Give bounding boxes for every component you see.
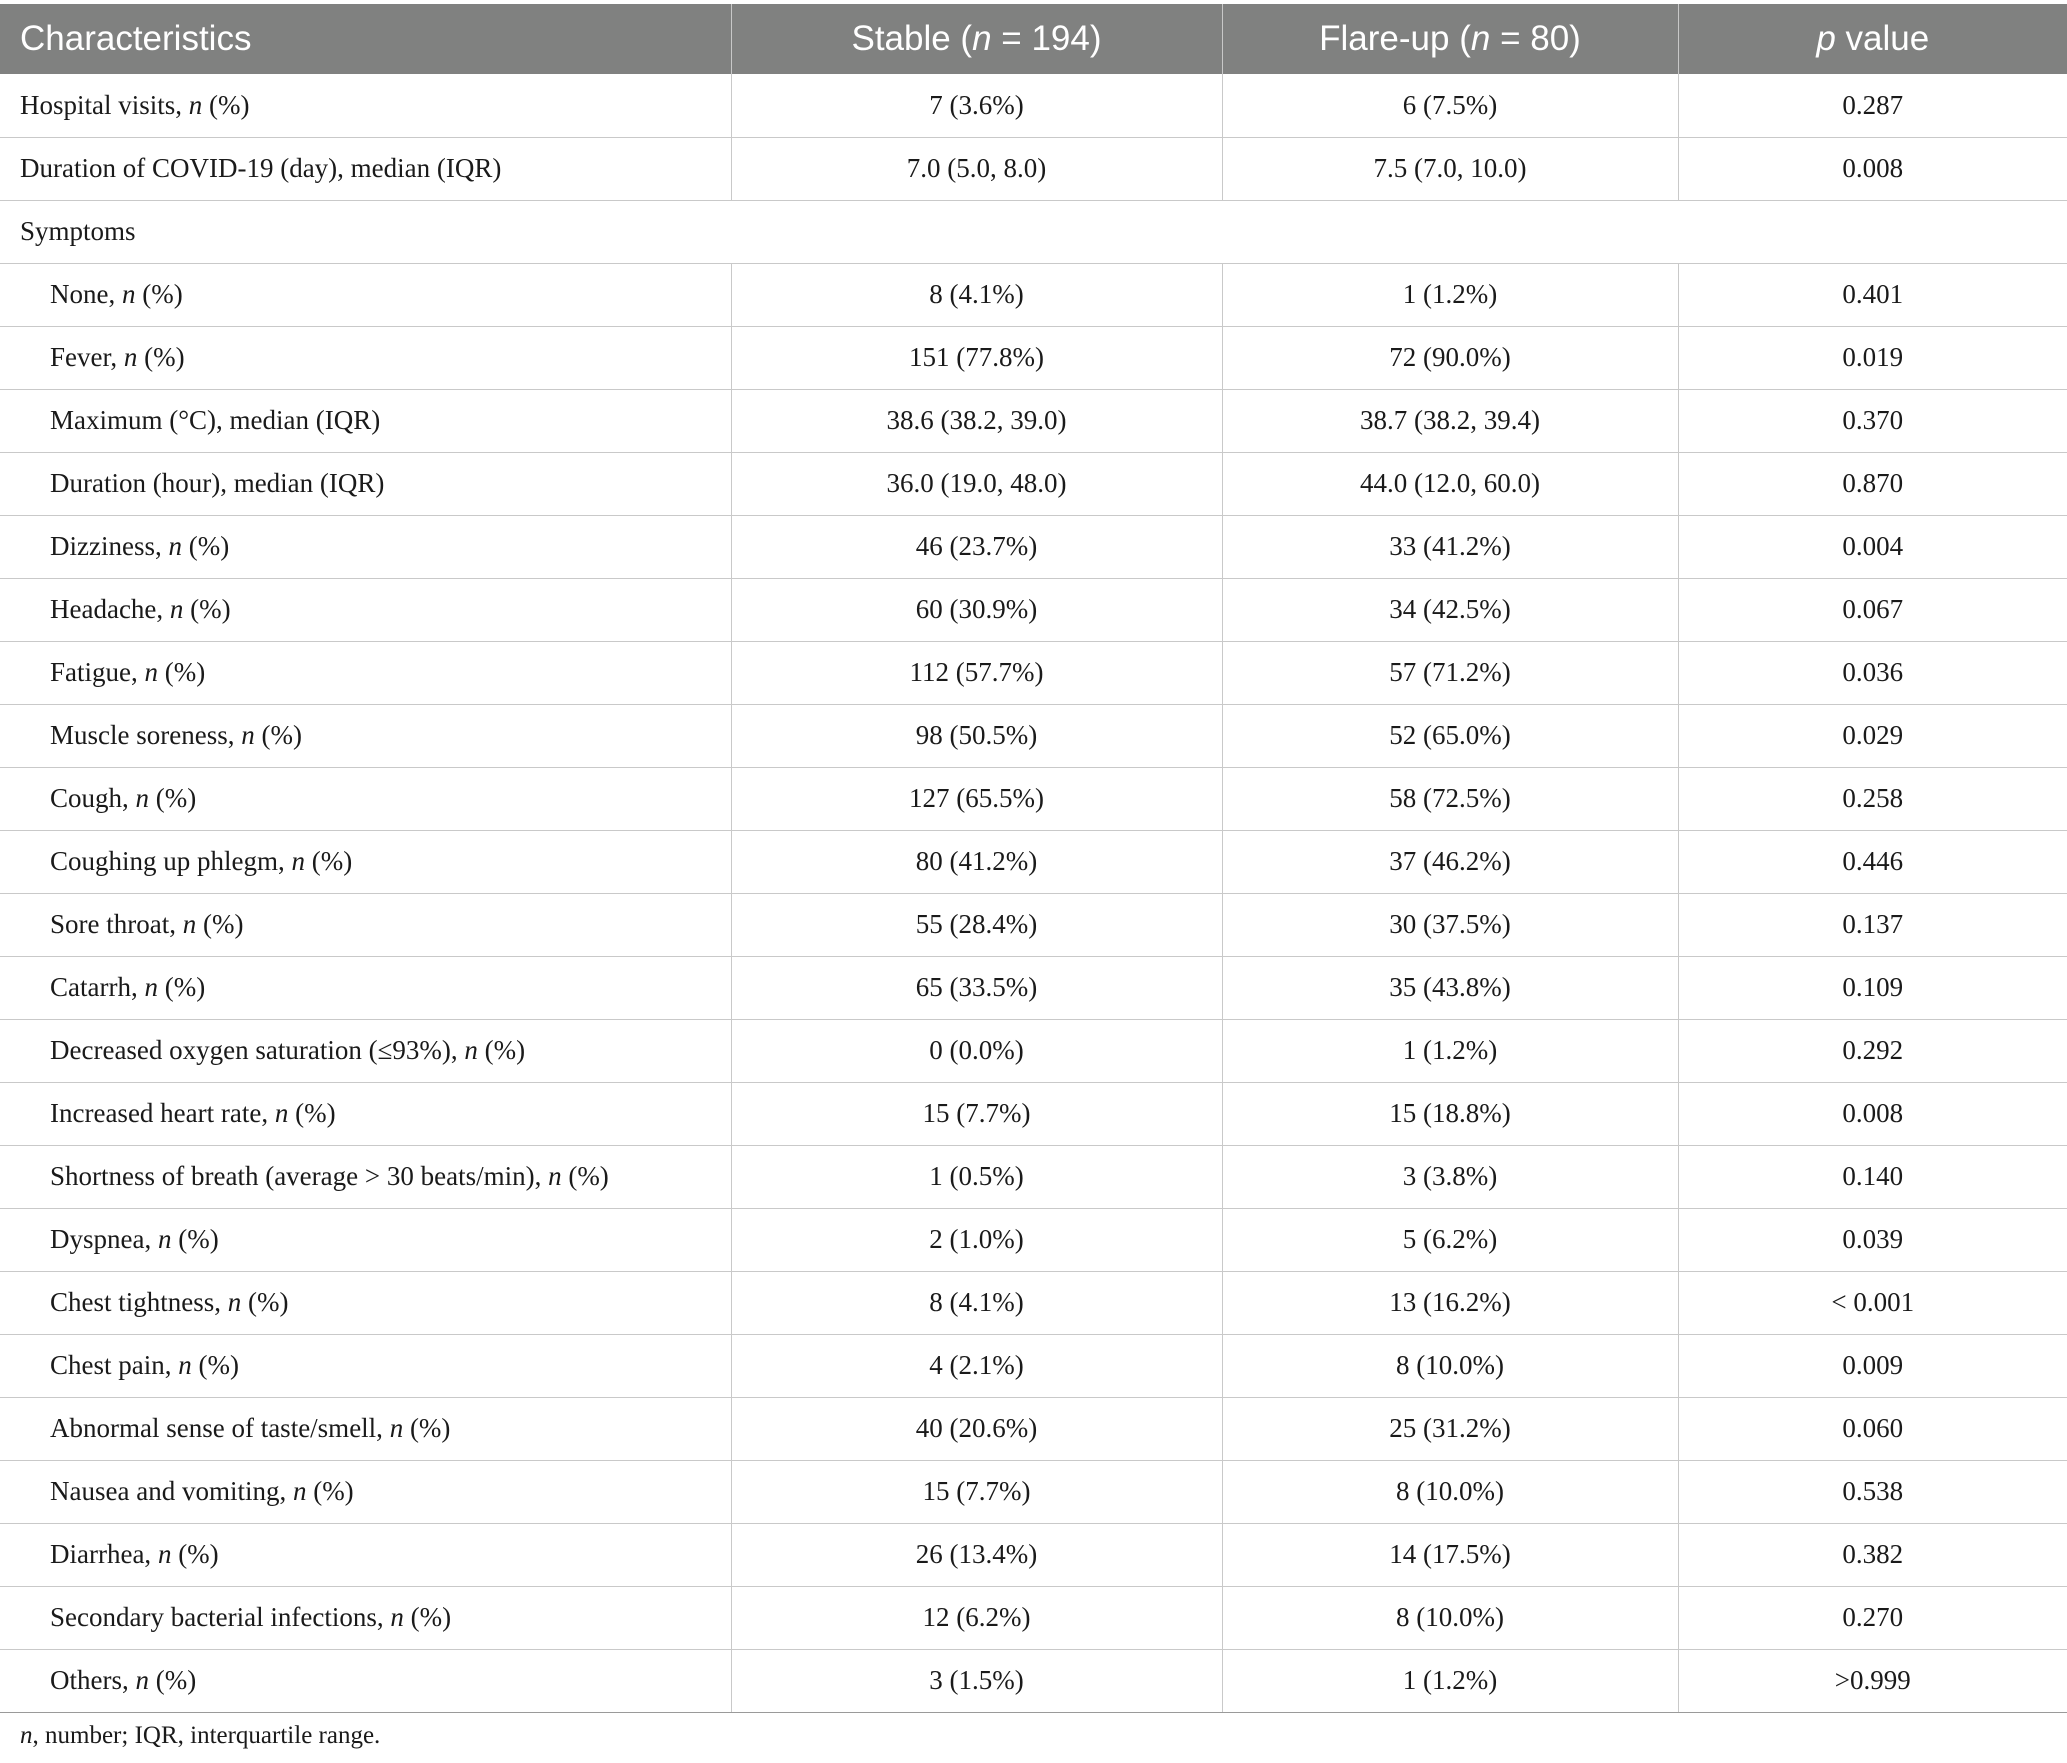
p-value: 0.446 <box>1678 830 2067 893</box>
flare-up-value: 8 (10.0%) <box>1222 1460 1678 1523</box>
table-row <box>0 452 2067 515</box>
flare-up-value: 5 (6.2%) <box>1222 1208 1678 1271</box>
row-label-tail: (%) <box>403 1413 451 1443</box>
table-row <box>0 956 2067 1019</box>
row-label-text: Shortness of breath (average > 30 beats/min), <box>50 1161 549 1191</box>
stable-value: 60 (30.9%) <box>731 578 1222 641</box>
stable-value: 3 (1.5%) <box>731 1649 1222 1712</box>
row-label-text: Maximum (°C), median (IQR) <box>50 405 381 435</box>
row-label-tail: (%) <box>157 972 206 1002</box>
flare-up-value: 1 (1.2%) <box>1222 263 1678 326</box>
flare-up-value: 8 (10.0%) <box>1222 1586 1678 1649</box>
table-row <box>0 326 2067 389</box>
stable-value: 12 (6.2%) <box>731 1586 1222 1649</box>
row-label-tail: (%) <box>477 1035 526 1065</box>
stable-value: 46 (23.7%) <box>731 515 1222 578</box>
flare-up-value: 44.0 (12.0, 60.0) <box>1222 452 1678 515</box>
stable-value: 40 (20.6%) <box>731 1397 1222 1460</box>
row-label-text: Cough, <box>50 783 136 813</box>
p-value: 0.538 <box>1678 1460 2067 1523</box>
stable-value: 151 (77.8%) <box>731 326 1222 389</box>
row-label-text: Diarrhea, <box>50 1539 158 1569</box>
row-label <box>0 1397 731 1460</box>
table-footnote <box>20 1722 380 1750</box>
row-label-tail: (%) <box>158 657 206 687</box>
p-value: 0.008 <box>1678 137 2067 200</box>
row-label-n: n <box>144 972 158 1002</box>
flare-up-value: 14 (17.5%) <box>1222 1523 1678 1586</box>
row-label-n: n <box>135 783 150 813</box>
row-label-text: Chest pain, <box>50 1350 179 1380</box>
header-flare-suffix: = 80) <box>1490 19 1581 58</box>
stable-value: 98 (50.5%) <box>731 704 1222 767</box>
row-label <box>0 830 731 893</box>
flare-up-value: 3 (3.8%) <box>1222 1145 1678 1208</box>
header-flare-prefix: Flare-up ( <box>1319 19 1471 58</box>
table-row <box>0 1019 2067 1082</box>
stable-value: 112 (57.7%) <box>731 641 1222 704</box>
flare-up-value: 58 (72.5%) <box>1222 767 1678 830</box>
stable-value: 1 (0.5%) <box>731 1145 1222 1208</box>
header-p-value <box>1678 4 2067 74</box>
header-flare-up <box>1222 4 1678 74</box>
row-label <box>0 1586 731 1649</box>
row-label-tail: (%) <box>254 720 302 750</box>
row-label-text: Headache, <box>50 594 170 624</box>
table-row <box>0 767 2067 830</box>
p-value: 0.004 <box>1678 515 2067 578</box>
stable-value: 38.6 (38.2, 39.0) <box>731 389 1222 452</box>
stable-value: 15 (7.7%) <box>731 1460 1222 1523</box>
flare-up-value: 7.5 (7.0, 10.0) <box>1222 137 1678 200</box>
stable-value: 15 (7.7%) <box>731 1082 1222 1145</box>
row-label-tail: (%) <box>202 89 250 120</box>
row-label <box>0 641 731 704</box>
row-label-n: n <box>157 1224 172 1254</box>
table-row <box>0 74 2067 137</box>
table-row <box>0 641 2067 704</box>
row-label-text: Duration (hour), median (IQR) <box>50 468 385 498</box>
table-row <box>0 578 2067 641</box>
flare-up-value: 72 (90.0%) <box>1222 326 1678 389</box>
row-label-text: Dizziness, <box>50 531 169 561</box>
row-label <box>0 893 731 956</box>
header-stable-n: n <box>972 19 992 58</box>
row-label <box>0 1271 731 1334</box>
row-label-tail: (%) <box>288 1098 336 1128</box>
row-label-n: n <box>227 1287 242 1317</box>
row-label <box>0 578 731 641</box>
row-label-text: Decreased oxygen saturation (≤93%), <box>50 1035 465 1065</box>
row-label-tail: (%) <box>149 783 197 813</box>
row-label-n: n <box>291 846 305 876</box>
row-label-n: n <box>157 1539 172 1569</box>
p-value: 0.870 <box>1678 452 2067 515</box>
table-row <box>0 1649 2067 1712</box>
header-p-suffix: value <box>1835 19 1930 58</box>
p-value: 0.008 <box>1678 1082 2067 1145</box>
row-label-text: Fatigue, <box>50 657 145 687</box>
table-header-row <box>0 4 2067 74</box>
stable-value: 65 (33.5%) <box>731 956 1222 1019</box>
row-label-tail: (%) <box>305 846 353 876</box>
stable-value: 36.0 (19.0, 48.0) <box>731 452 1222 515</box>
row-label-tail: (%) <box>148 1665 197 1695</box>
p-value: 0.060 <box>1678 1397 2067 1460</box>
row-label-n: n <box>188 89 203 120</box>
row-label <box>0 1523 731 1586</box>
row-label-tail: (%) <box>306 1476 354 1506</box>
row-label-tail: (%) <box>561 1161 609 1191</box>
row-label <box>0 1019 731 1082</box>
flare-up-value: 52 (65.0%) <box>1222 704 1678 767</box>
flare-up-value: 13 (16.2%) <box>1222 1271 1678 1334</box>
flare-up-value: 37 (46.2%) <box>1222 830 1678 893</box>
p-value: 0.292 <box>1678 1019 2067 1082</box>
p-value: 0.039 <box>1678 1208 2067 1271</box>
row-label <box>0 389 731 452</box>
stable-value: 7.0 (5.0, 8.0) <box>731 137 1222 200</box>
table-row <box>0 1586 2067 1649</box>
row-label-n: n <box>123 342 138 372</box>
header-stable-suffix: = 194) <box>991 19 1102 58</box>
row-label-tail: (%) <box>137 342 185 372</box>
table-row <box>0 200 2067 263</box>
table-row <box>0 704 2067 767</box>
table-row <box>0 1208 2067 1271</box>
stable-value: 0 (0.0%) <box>731 1019 1222 1082</box>
row-label-n: n <box>144 657 158 687</box>
row-label <box>0 956 731 1019</box>
p-value: 0.029 <box>1678 704 2067 767</box>
row-label-tail: (%) <box>241 1287 289 1317</box>
p-value: 0.258 <box>1678 767 2067 830</box>
row-label <box>0 1145 731 1208</box>
p-value: 0.036 <box>1678 641 2067 704</box>
row-label-text: Others, <box>50 1665 136 1695</box>
header-characteristics: Characteristics <box>0 4 731 74</box>
table-body <box>0 74 2067 1712</box>
row-label-text: Chest tightness, <box>50 1287 228 1317</box>
flare-up-value: 35 (43.8%) <box>1222 956 1678 1019</box>
p-value: 0.401 <box>1678 263 2067 326</box>
stable-value: 55 (28.4%) <box>731 893 1222 956</box>
row-label-tail: (%) <box>181 531 230 561</box>
row-label <box>0 704 731 767</box>
flare-up-value: 30 (37.5%) <box>1222 893 1678 956</box>
row-label-text: Dyspnea, <box>50 1224 158 1254</box>
table-row <box>0 830 2067 893</box>
row-label-text: None, <box>50 279 122 309</box>
stable-value: 7 (3.6%) <box>731 74 1222 137</box>
p-value: 0.019 <box>1678 326 2067 389</box>
table-row <box>0 893 2067 956</box>
header-p: p <box>1816 19 1836 58</box>
row-label-text: Secondary bacterial infections, <box>50 1602 391 1632</box>
table-container <box>0 4 2067 1713</box>
stable-value: 4 (2.1%) <box>731 1334 1222 1397</box>
row-label-n: n <box>464 1035 478 1065</box>
flare-up-value: 57 (71.2%) <box>1222 641 1678 704</box>
table-row <box>0 1334 2067 1397</box>
p-value: 0.067 <box>1678 578 2067 641</box>
row-label-n: n <box>274 1098 289 1128</box>
row-label <box>0 767 731 830</box>
flare-up-value: 8 (10.0%) <box>1222 1334 1678 1397</box>
row-label <box>0 74 731 137</box>
row-label-text: Nausea and vomiting, <box>50 1476 293 1506</box>
stable-value: 8 (4.1%) <box>731 263 1222 326</box>
row-label-text: Sore throat, <box>50 909 183 939</box>
row-label <box>0 1334 731 1397</box>
row-label-n: n <box>182 909 197 939</box>
row-label <box>0 452 731 515</box>
flare-up-value: 25 (31.2%) <box>1222 1397 1678 1460</box>
row-label-tail: (%) <box>403 1602 452 1632</box>
flare-up-value: 34 (42.5%) <box>1222 578 1678 641</box>
flare-up-value: 38.7 (38.2, 39.4) <box>1222 389 1678 452</box>
row-label-text: Increased heart rate, <box>50 1098 275 1128</box>
row-label-tail: (%) <box>135 279 183 309</box>
row-label-n: n <box>178 1350 192 1380</box>
section-label: Symptoms <box>0 200 2067 263</box>
table-row <box>0 515 2067 578</box>
row-label-n: n <box>121 279 136 309</box>
row-label <box>0 1649 731 1712</box>
row-label-text: Coughing up phlegm, <box>50 846 292 876</box>
table-row <box>0 389 2067 452</box>
stable-value: 80 (41.2%) <box>731 830 1222 893</box>
row-label-n: n <box>389 1413 404 1443</box>
footnote-text: , number; IQR, interquartile range. <box>32 1722 381 1749</box>
flare-up-value: 6 (7.5%) <box>1222 74 1678 137</box>
header-stable-prefix: Stable ( <box>851 19 973 58</box>
row-label-tail: (%) <box>196 909 244 939</box>
row-label-n: n <box>135 1665 149 1695</box>
row-label-text: Abnormal sense of taste/smell, <box>50 1413 390 1443</box>
row-label <box>0 515 731 578</box>
footnote-n: n <box>20 1722 33 1749</box>
flare-up-value: 1 (1.2%) <box>1222 1649 1678 1712</box>
row-label-tail: (%) <box>191 1350 239 1380</box>
row-label-n: n <box>390 1602 404 1632</box>
flare-up-value: 1 (1.2%) <box>1222 1019 1678 1082</box>
p-value: 0.140 <box>1678 1145 2067 1208</box>
header-flare-n: n <box>1470 19 1491 58</box>
stable-value: 8 (4.1%) <box>731 1271 1222 1334</box>
p-value: 0.370 <box>1678 389 2067 452</box>
table-row <box>0 1397 2067 1460</box>
row-label-n: n <box>548 1161 562 1191</box>
p-value: 0.137 <box>1678 893 2067 956</box>
header-stable <box>731 4 1222 74</box>
row-label-text: Muscle soreness, <box>50 720 242 750</box>
row-label-n: n <box>168 531 182 561</box>
stable-value: 127 (65.5%) <box>731 767 1222 830</box>
flare-up-value: 15 (18.8%) <box>1222 1082 1678 1145</box>
table-row <box>0 137 2067 200</box>
table-row <box>0 1082 2067 1145</box>
row-label-text: Fever, <box>50 342 124 372</box>
row-label-text: Duration of COVID-19 (day), median (IQR) <box>20 153 502 183</box>
row-label-tail: (%) <box>183 594 231 624</box>
table-row <box>0 1523 2067 1586</box>
p-value: 0.382 <box>1678 1523 2067 1586</box>
row-label <box>0 1208 731 1271</box>
row-label <box>0 263 731 326</box>
p-value: 0.287 <box>1678 74 2067 137</box>
row-label <box>0 1082 731 1145</box>
p-value: 0.009 <box>1678 1334 2067 1397</box>
row-label-n: n <box>169 594 184 624</box>
row-label-tail: (%) <box>171 1224 219 1254</box>
row-label <box>0 326 731 389</box>
table-row <box>0 263 2067 326</box>
row-label <box>0 137 731 200</box>
stable-value: 2 (1.0%) <box>731 1208 1222 1271</box>
p-value: < 0.001 <box>1678 1271 2067 1334</box>
table-row <box>0 1271 2067 1334</box>
p-value: 0.270 <box>1678 1586 2067 1649</box>
row-label-n: n <box>292 1476 307 1506</box>
p-value: >0.999 <box>1678 1649 2067 1712</box>
row-label <box>0 1460 731 1523</box>
flare-up-value: 33 (41.2%) <box>1222 515 1678 578</box>
p-value: 0.109 <box>1678 956 2067 1019</box>
stable-value: 26 (13.4%) <box>731 1523 1222 1586</box>
row-label-tail: (%) <box>171 1539 219 1569</box>
row-label-n: n <box>241 720 255 750</box>
table-row <box>0 1145 2067 1208</box>
row-label-text: Hospital visits, <box>20 89 189 120</box>
characteristics-table <box>0 4 2067 1713</box>
table-row <box>0 1460 2067 1523</box>
row-label-text: Catarrh, <box>50 972 145 1002</box>
